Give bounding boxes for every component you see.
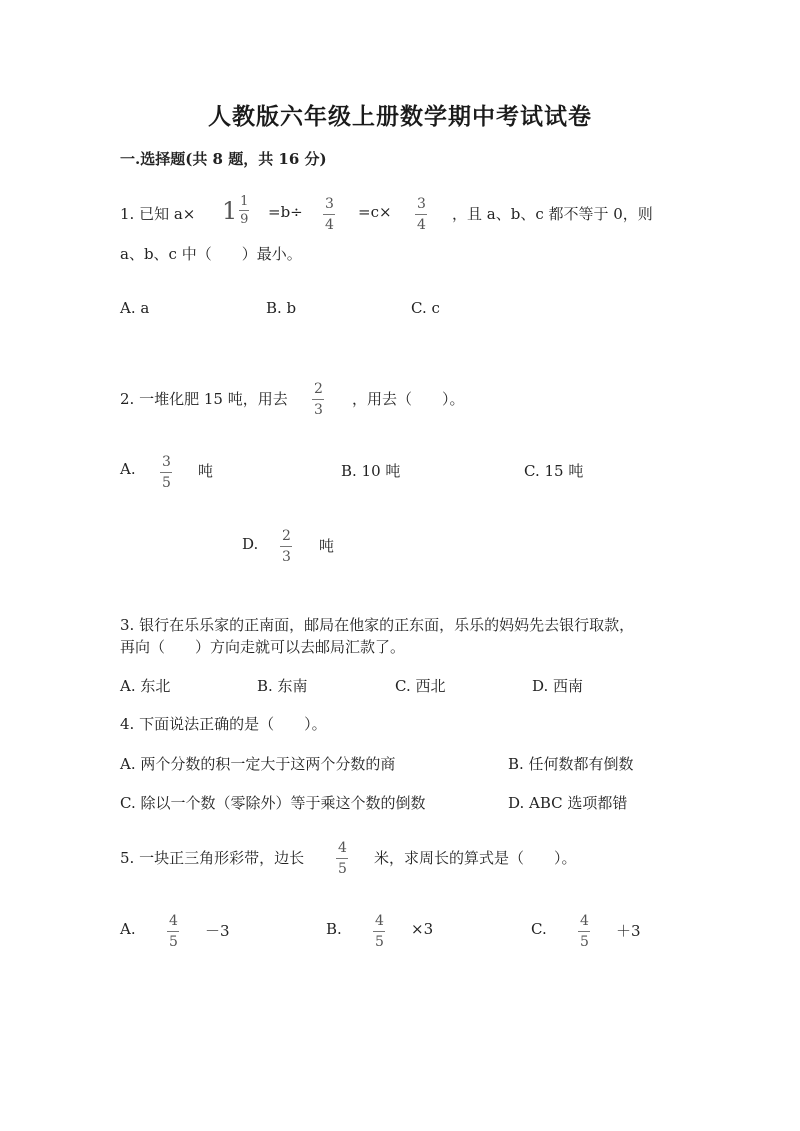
q1-f1-denominator: 4 [325,217,334,233]
q5-optB-denominator: 5 [375,934,384,950]
q2-text-2: ，用去（ ）。 [352,390,465,408]
q5-optC-denominator: 5 [580,934,589,950]
q5-option-c-label: C. [531,920,547,938]
q1-mixed-fraction [222,195,249,226]
q1-f2-numerator: 3 [417,196,426,212]
q5-optA-denominator: 5 [169,934,178,950]
q3-option-b: B. 东南 [257,677,308,695]
q5-option-a-tail: －3 [205,922,230,940]
q1-text-2: =b÷ [268,203,303,221]
q1-text-4: ，且 a、b、c 都不等于 0，则 [452,205,653,223]
q5-text-1: 5. 一块正三角形彩带，边长 [120,849,305,867]
q2-text-1: 2. 一堆化肥 15 吨，用去 [120,390,288,408]
q5-option-c-tail: ＋3 [616,922,641,940]
q1-fraction-1 [323,197,336,232]
q1-option-b: B. b [266,299,297,317]
q2-f-numerator: 2 [314,381,323,397]
q4-text: 4. 下面说法正确的是（ ）。 [120,715,327,733]
q2-option-d-fraction [280,529,293,564]
q2-optA-denominator: 5 [162,475,171,491]
q4-option-b: B. 任何数都有倒数 [508,755,634,773]
q1-f1-numerator: 3 [325,196,334,212]
q5-option-b-tail: ×3 [411,920,434,938]
q5-option-b-fraction [373,914,386,949]
q1-mixed-denominator: 9 [240,212,249,227]
q5-optA-numerator: 4 [169,913,178,929]
q2-optA-numerator: 3 [162,454,171,470]
q5-option-a-fraction [167,914,180,949]
q2-option-b: B. 10 吨 [341,462,401,480]
q2-option-a-label: A. [120,460,136,478]
q1-fraction-2 [415,197,428,232]
q5-f-denominator: 5 [338,861,347,877]
q1-text-1: 1. 已知 a× [120,205,196,223]
q1-mixed-numerator: 1 [240,194,249,209]
q5-option-b-label: B. [326,920,342,938]
q2-option-a-fraction [160,455,173,490]
q5-f-numerator: 4 [338,840,347,856]
q3-text-line2: 再向（ ）方向走就可以去邮局汇款了。 [120,638,406,656]
q1-text-3: =c× [358,203,392,221]
q2-optD-numerator: 2 [282,528,291,544]
q3-option-c: C. 西北 [395,677,446,695]
q2-option-d-label: D. [242,535,259,553]
q2-option-d-unit: 吨 [319,537,335,555]
q1-option-c: C. c [411,299,440,317]
q5-text-2: 米，求周长的算式是（ ）。 [374,849,577,867]
q2-optD-denominator: 3 [282,549,291,565]
q5-option-a-label: A. [120,920,136,938]
q1-text-line2: a、b、c 中（ ）最小。 [120,245,302,263]
q4-option-a: A. 两个分数的积一定大于这两个分数的商 [120,755,396,773]
q1-option-a: A. a [120,299,150,317]
q5-optC-numerator: 4 [580,913,589,929]
q4-option-d: D. ABC 选项都错 [508,794,628,812]
q1-f2-denominator: 4 [417,217,426,233]
q2-f-denominator: 3 [314,402,323,418]
q5-optB-numerator: 4 [375,913,384,929]
section-heading: 一.选择题(共 8 题，共 16 分) [120,150,327,168]
q5-option-c-fraction [578,914,591,949]
q3-text-line1: 3. 银行在乐乐家的正南面，邮局在他家的正东面，乐乐的妈妈先去银行取款， [120,616,635,634]
q2-option-c: C. 15 吨 [524,462,584,480]
q1-mixed-whole: 1 [222,196,238,225]
page-title: 人教版六年级上册数学期中考试试卷 [208,103,592,130]
q5-fraction [336,841,349,876]
q4-option-c: C. 除以一个数（零除外）等于乘这个数的倒数 [120,794,426,812]
q3-option-a: A. 东北 [120,677,171,695]
q3-option-d: D. 西南 [532,677,584,695]
q2-fraction [312,382,325,417]
q2-option-a-unit: 吨 [198,462,214,480]
